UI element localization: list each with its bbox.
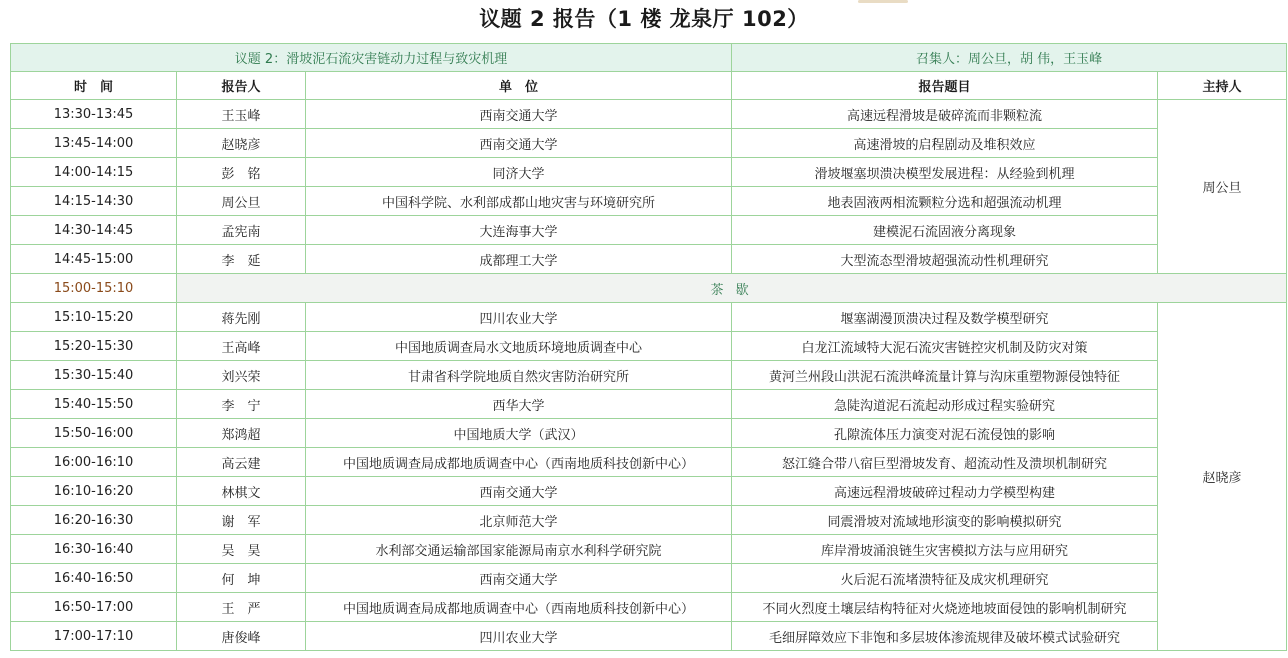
- table-row: [11, 187, 1287, 216]
- speaker-cell: 李 延: [177, 245, 306, 274]
- speaker-cell: 王玉峰: [177, 100, 306, 129]
- header-unit: 单 位: [306, 72, 732, 100]
- topic-cell: 急陡沟道泥石流起动形成过程实验研究: [732, 390, 1158, 419]
- time-cell: 17:00-17:10: [11, 622, 177, 651]
- break-label: 茶 歇: [177, 274, 1287, 303]
- unit-cell: 成都理工大学: [306, 245, 732, 274]
- topic-cell: 库岸滑坡涌浪链生灾害模拟方法与应用研究: [732, 535, 1158, 564]
- header-time: 时 间: [11, 72, 177, 100]
- speaker-cell: 林棋文: [177, 477, 306, 506]
- topic-cell: 毛细屏障效应下非饱和多层坡体渗流规律及破坏模式试验研究: [732, 622, 1158, 651]
- speaker-cell: 何 坤: [177, 564, 306, 593]
- table-row: [11, 419, 1287, 448]
- header-speaker: 报告人: [177, 72, 306, 100]
- table-row: [11, 390, 1287, 419]
- speaker-cell: 谢 军: [177, 506, 306, 535]
- topic-cell: 地表固液两相流颗粒分选和超强流动机理: [732, 187, 1158, 216]
- unit-cell: 大连海事大学: [306, 216, 732, 245]
- unit-cell: 西南交通大学: [306, 477, 732, 506]
- speaker-cell: 彭 铭: [177, 158, 306, 187]
- time-cell: 14:30-14:45: [11, 216, 177, 245]
- unit-cell: 西南交通大学: [306, 100, 732, 129]
- topic-row: [11, 44, 1287, 72]
- time-cell: 15:10-15:20: [11, 303, 177, 332]
- page-title: 议题 2 报告（1 楼 龙泉厅 102）: [479, 7, 809, 31]
- table-row: [11, 448, 1287, 477]
- speaker-cell: 王高峰: [177, 332, 306, 361]
- table-row: [11, 477, 1287, 506]
- table-row: [11, 535, 1287, 564]
- table-row: [11, 622, 1287, 651]
- topic-cell: 建模泥石流固液分离现象: [732, 216, 1158, 245]
- time-cell: 15:50-16:00: [11, 419, 177, 448]
- speaker-cell: 高云建: [177, 448, 306, 477]
- unit-cell: 中国地质调查局水文地质环境地质调查中心: [306, 332, 732, 361]
- topic-title: 议题 2：滑坡泥石流灾害链动力过程与致灾机理: [11, 44, 732, 72]
- time-cell: 14:00-14:15: [11, 158, 177, 187]
- unit-cell: 同济大学: [306, 158, 732, 187]
- header-topic: 报告题目: [732, 72, 1158, 100]
- time-cell: 14:15-14:30: [11, 187, 177, 216]
- topic-cell: 白龙江流域特大泥石流灾害链控灾机制及防灾对策: [732, 332, 1158, 361]
- topic-cell: 大型流态型滑坡超强流动性机理研究: [732, 245, 1158, 274]
- speaker-cell: 郑鸿超: [177, 419, 306, 448]
- host-cell: 周公旦: [1158, 100, 1287, 274]
- time-cell: 15:40-15:50: [11, 390, 177, 419]
- topic-cell: 高速远程滑坡破碎过程动力学模型构建: [732, 477, 1158, 506]
- unit-cell: 水利部交通运输部国家能源局南京水利科学研究院: [306, 535, 732, 564]
- unit-cell: 四川农业大学: [306, 303, 732, 332]
- schedule-table: [10, 43, 1287, 651]
- break-row: [11, 274, 1287, 303]
- time-cell: 16:50-17:00: [11, 593, 177, 622]
- unit-cell: 中国地质大学（武汉）: [306, 419, 732, 448]
- unit-cell: 西南交通大学: [306, 564, 732, 593]
- unit-cell: 中国科学院、水利部成都山地灾害与环境研究所: [306, 187, 732, 216]
- table-row: [11, 100, 1287, 129]
- topic-cell: 高速滑坡的启程剧动及堆积效应: [732, 129, 1158, 158]
- table-row: [11, 361, 1287, 390]
- time-cell: 16:10-16:20: [11, 477, 177, 506]
- topic-cell: 孔隙流体压力演变对泥石流侵蚀的影响: [732, 419, 1158, 448]
- table-row: [11, 506, 1287, 535]
- time-cell: 15:20-15:30: [11, 332, 177, 361]
- speaker-cell: 吴 昊: [177, 535, 306, 564]
- table-row: [11, 593, 1287, 622]
- table-row: [11, 303, 1287, 332]
- speaker-cell: 李 宁: [177, 390, 306, 419]
- topic-cell: 堰塞湖漫顶溃决过程及数学模型研究: [732, 303, 1158, 332]
- unit-cell: 四川农业大学: [306, 622, 732, 651]
- speaker-cell: 刘兴荣: [177, 361, 306, 390]
- unit-cell: 甘肃省科学院地质自然灾害防治研究所: [306, 361, 732, 390]
- table-row: [11, 158, 1287, 187]
- speaker-cell: 孟宪南: [177, 216, 306, 245]
- time-cell: 16:40-16:50: [11, 564, 177, 593]
- speaker-cell: 王 严: [177, 593, 306, 622]
- header-host: 主持人: [1158, 72, 1287, 100]
- unit-cell: 西南交通大学: [306, 129, 732, 158]
- time-cell: 15:30-15:40: [11, 361, 177, 390]
- time-cell: 16:30-16:40: [11, 535, 177, 564]
- topic-cell: 黄河兰州段山洪泥石流洪峰流量计算与沟床重塑物源侵蚀特征: [732, 361, 1158, 390]
- speaker-cell: 蒋先刚: [177, 303, 306, 332]
- topic-cell: 火后泥石流堵溃特征及成灾机理研究: [732, 564, 1158, 593]
- time-cell: 13:30-13:45: [11, 100, 177, 129]
- table-row: [11, 332, 1287, 361]
- table-row: [11, 245, 1287, 274]
- time-cell: 16:00-16:10: [11, 448, 177, 477]
- unit-cell: 西华大学: [306, 390, 732, 419]
- topic-cell: 同震滑坡对流域地形演变的影响模拟研究: [732, 506, 1158, 535]
- unit-cell: 中国地质调查局成都地质调查中心（西南地质科技创新中心）: [306, 448, 732, 477]
- unit-cell: 中国地质调查局成都地质调查中心（西南地质科技创新中心）: [306, 593, 732, 622]
- header-row: [11, 72, 1287, 100]
- table-row: [11, 564, 1287, 593]
- time-cell: 14:45-15:00: [11, 245, 177, 274]
- table-row: [11, 129, 1287, 158]
- table-row: [11, 216, 1287, 245]
- topic-cell: 高速远程滑坡是破碎流而非颗粒流: [732, 100, 1158, 129]
- conveners: 召集人：周公旦，胡 伟，王玉峰: [732, 44, 1287, 72]
- speaker-cell: 赵晓彦: [177, 129, 306, 158]
- speaker-cell: 周公旦: [177, 187, 306, 216]
- speaker-cell: 唐俊峰: [177, 622, 306, 651]
- break-time: 15:00-15:10: [11, 274, 177, 303]
- topic-cell: 不同火烈度土壤层结构特征对火烧迹地坡面侵蚀的影响机制研究: [732, 593, 1158, 622]
- topic-cell: 怒江缝合带八宿巨型滑坡发育、超流动性及溃坝机制研究: [732, 448, 1158, 477]
- time-cell: 13:45-14:00: [11, 129, 177, 158]
- time-cell: 16:20-16:30: [11, 506, 177, 535]
- host-cell: 赵晓彦: [1158, 303, 1287, 651]
- topic-cell: 滑坡堰塞坝溃决模型发展进程：从经验到机理: [732, 158, 1158, 187]
- unit-cell: 北京师范大学: [306, 506, 732, 535]
